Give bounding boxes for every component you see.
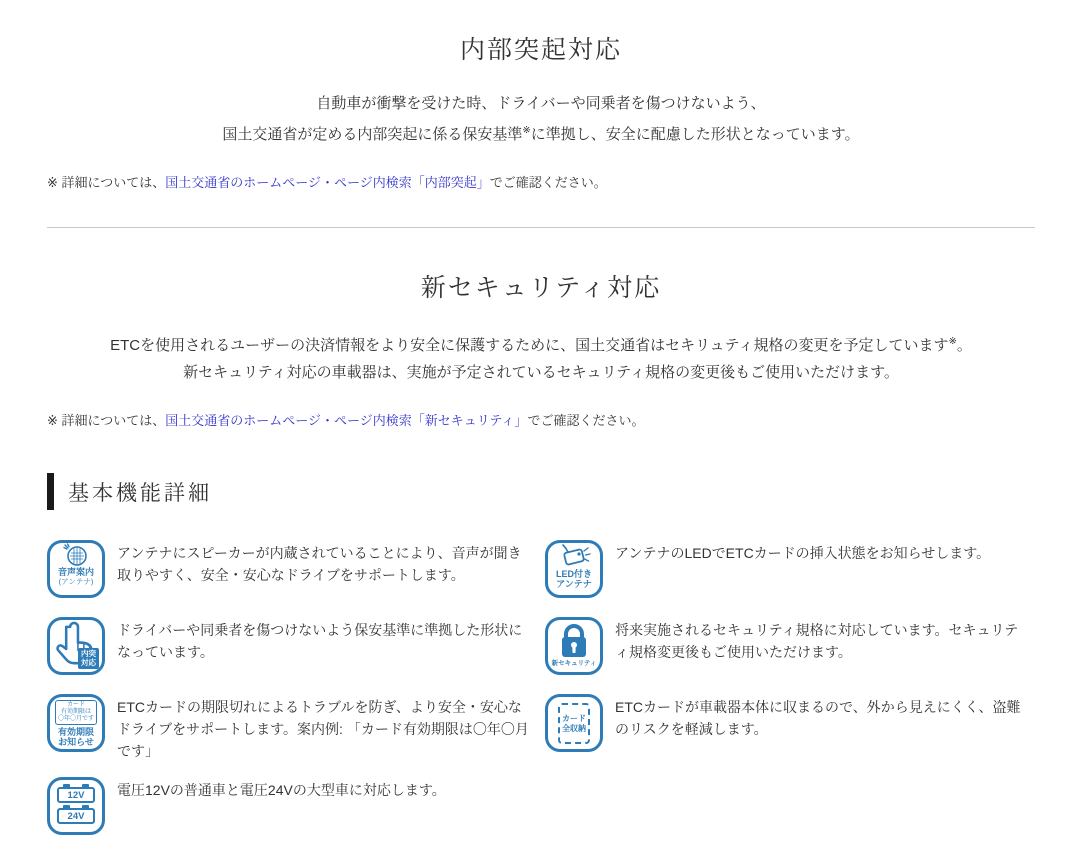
note-prefix: ※ 詳細については、 bbox=[47, 175, 166, 190]
battery-24v bbox=[57, 808, 95, 824]
security-section-body bbox=[47, 328, 1035, 386]
card-expiry-notice-icon bbox=[47, 694, 105, 752]
new-security-lock-icon bbox=[545, 617, 603, 675]
feature-description: ドライバーや同乗者を傷つけないよう保安基準に準拠した形状になっています。 bbox=[117, 622, 523, 660]
battery-glyphs bbox=[57, 787, 95, 824]
feature-description: アンテナにスピーカーが内蔵されていることにより、音声が聞き取りやすく、安全・安心なドライブをサポートします。 bbox=[117, 545, 522, 583]
feature-card-storage bbox=[545, 694, 1035, 762]
security-note bbox=[47, 410, 1035, 429]
feature-description: ETCカードの期限切れによるトラブルを防ぎ、より安全・安心なドライブをサポートします。案内例: 「カード有効期限は〇年〇月です」 bbox=[117, 699, 529, 759]
interior-protrusion-icon bbox=[47, 617, 105, 675]
reference-mark: ※ bbox=[522, 125, 531, 136]
feature-description: 将来実施されるセキュリティ規格に対応しています。セキュリティ規格変更後もご使用いただけます。 bbox=[615, 622, 1019, 660]
features-grid bbox=[47, 540, 1035, 839]
antenna-glyph bbox=[557, 543, 591, 569]
security-body-line1-post: 。 bbox=[956, 337, 972, 354]
grid-empty-cell bbox=[545, 777, 1035, 839]
speaker-glyph bbox=[63, 543, 89, 567]
basic-features-title: 基本機能詳細 bbox=[68, 481, 212, 505]
feature-led-antenna bbox=[545, 540, 1035, 602]
feature-interior-protrusion bbox=[47, 617, 545, 679]
voltage-12v-24v-icon bbox=[47, 777, 105, 835]
feature-description: 電圧12Vの普通車と電圧24Vの大型車に対応します。 bbox=[117, 782, 446, 798]
icon-label: 有効期限 bbox=[57, 727, 94, 737]
note-prefix: ※ 詳細については、 bbox=[47, 413, 166, 428]
security-section-title: 新セキュリティ対応 bbox=[420, 273, 662, 302]
feature-voltage bbox=[47, 777, 545, 839]
feature-expiry-notice bbox=[47, 694, 545, 762]
feature-new-security bbox=[545, 617, 1035, 679]
icon-label: 音声案内 bbox=[57, 567, 94, 577]
icon-sublabel: 全収納 bbox=[562, 723, 586, 733]
card-full-storage-icon bbox=[545, 694, 603, 752]
icon-sublabel: お知らせ bbox=[58, 737, 94, 747]
note-suffix: でご確認ください。 bbox=[489, 175, 607, 190]
reference-mark: ※ bbox=[948, 336, 957, 347]
icon-label: 内突 bbox=[81, 649, 96, 658]
feature-description: ETCカードが車載器本体に収まるので、外から見えにくく、盗難のリスクを軽減します。 bbox=[615, 699, 1021, 737]
battery-12v bbox=[57, 787, 95, 803]
security-body-line1-pre: ETCを使用されるユーザーの決済情報をより安全に保護するために、国土交通省はセキリュティ規格の変更を予定しています bbox=[110, 337, 949, 354]
voice-guide-antenna-icon bbox=[47, 540, 105, 598]
bubble-line: 〇年〇月です bbox=[57, 716, 94, 722]
icon-sublabel: 対応 bbox=[81, 657, 96, 667]
card-outline-glyph bbox=[558, 703, 590, 744]
basic-features-header bbox=[47, 473, 1035, 510]
feature-description: アンテナのLEDでETCカードの挿入状態をお知らせします。 bbox=[615, 545, 991, 561]
header-accent-bar bbox=[47, 473, 54, 510]
led-antenna-icon bbox=[545, 540, 603, 598]
protrusion-section-body bbox=[47, 90, 1035, 148]
icon-label: 新セキュリティ bbox=[551, 660, 597, 667]
protrusion-body-line1: 自動車が衝撃を受けた時、ドライバーや同乗者を傷つけないよう、 bbox=[316, 95, 766, 112]
protrusion-note bbox=[47, 172, 1035, 191]
icon-label: カード bbox=[562, 713, 586, 723]
protrusion-section-title: 内部突起対応 bbox=[459, 35, 622, 64]
note-suffix: でご確認ください。 bbox=[527, 413, 645, 428]
protrusion-body-line2-post: に準拠し、安全に配慮した形状となっています。 bbox=[530, 126, 860, 143]
icon-label-tag bbox=[78, 648, 99, 669]
icon-sublabel: (アンテナ) bbox=[58, 577, 94, 586]
mlit-homepage-link-protrusion[interactable]: 国土交通省のホームページ・ページ内検索「内部突起」 bbox=[165, 175, 490, 190]
bubble-line: 有効期限は bbox=[60, 709, 91, 715]
icon-label: 12V bbox=[67, 789, 85, 801]
icon-sublabel: アンテナ bbox=[556, 579, 592, 589]
icon-label: LED付き bbox=[555, 569, 592, 579]
icon-sublabel: 24V bbox=[67, 810, 85, 822]
protrusion-body-line2-pre: 国土交通省が定める内部突起に係る保安基準 bbox=[222, 126, 523, 143]
mlit-homepage-link-security[interactable]: 国土交通省のホームページ・ページ内検索「新セキュリティ」 bbox=[165, 413, 528, 428]
security-body-line2: 新セキュリティ対応の車載器は、実施が予定されているセキュリティ規格の変更後もご使用いただけます。 bbox=[183, 364, 899, 381]
lock-glyph bbox=[557, 623, 591, 659]
expiry-speech-bubble bbox=[55, 700, 97, 725]
feature-voice-guide bbox=[47, 540, 545, 602]
bubble-line: カード bbox=[66, 702, 85, 708]
